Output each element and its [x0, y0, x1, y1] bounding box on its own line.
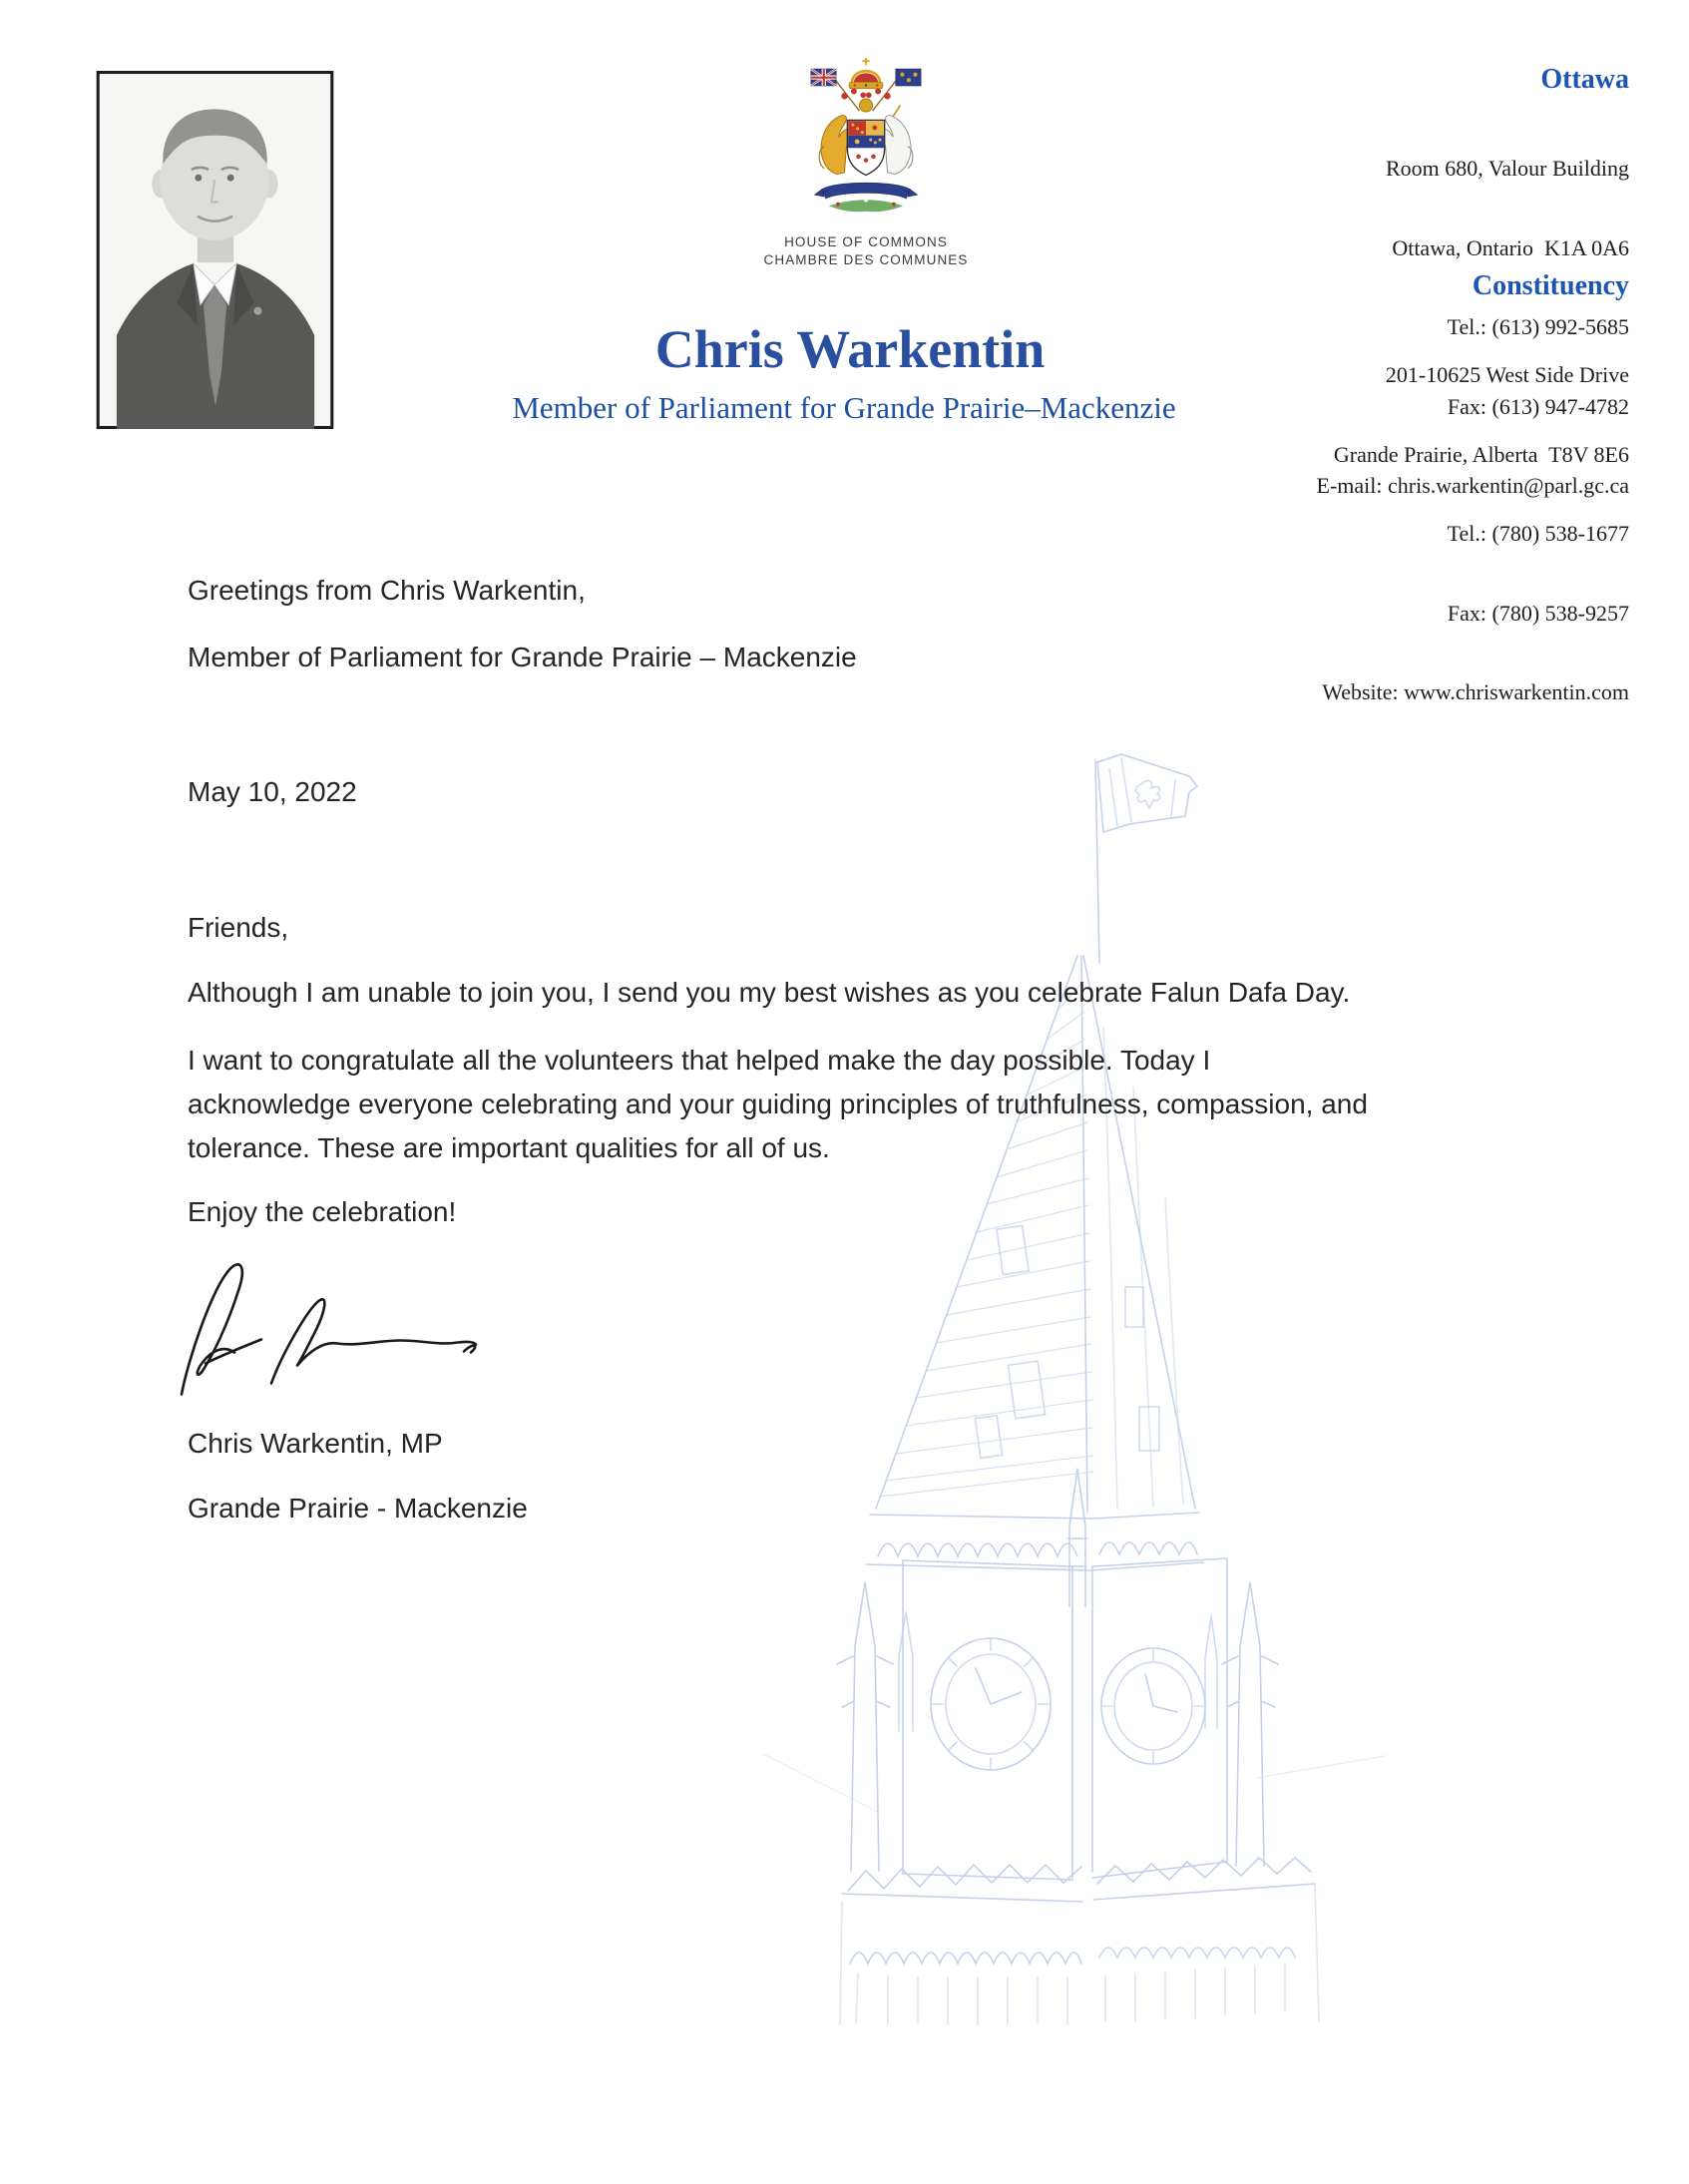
paragraph-line: I want to congratulate all the volunteers that helped make the day possible. Today I: [188, 1045, 1211, 1076]
peace-tower-watermark: [738, 728, 1397, 2025]
signoff-riding: Grande Prairie - Mackenzie: [188, 1493, 528, 1524]
constituency-phone-line: Tel.: (780) 538-1677: [1447, 521, 1629, 546]
letter-date: May 10, 2022: [188, 776, 357, 807]
crest-shield: [847, 120, 884, 175]
paragraph-line: tolerance. These are important qualities for all of us.: [188, 1132, 830, 1163]
paragraph-line: acknowledge everyone celebrating and your guiding principles of truthfulness, compassion, and: [188, 1089, 1368, 1119]
handwritten-signature: [168, 1249, 497, 1404]
coat-of-arms-crest: [796, 57, 936, 233]
salutation: Friends,: [188, 912, 289, 943]
constituency-office-block: [1322, 272, 1629, 759]
ottawa-office-title: Ottawa: [1540, 64, 1629, 95]
closing-line: Enjoy the celebration!: [188, 1196, 457, 1227]
signoff-name: Chris Warkentin, MP: [188, 1428, 443, 1459]
greeting-line: Member of Parliament for Grande Prairie – Mackenzie: [188, 642, 857, 672]
ottawa-address-line: Room 680, Valour Building: [1385, 156, 1629, 181]
greeting-line: Greetings from Chris Warkentin,: [188, 575, 586, 606]
mp-portrait-photo: [96, 71, 334, 429]
chambre-des-communes-label: CHAMBRE DES COMMUNES: [763, 252, 969, 267]
ottawa-email-line: E-mail: chris.warkentin@parl.gc.ca: [1316, 473, 1629, 498]
constituency-website-line: Website: www.chriswarkentin.com: [1322, 679, 1629, 704]
mp-subtitle: Member of Parliament for Grande Prairie–Mackenzie: [512, 390, 1176, 425]
crest-crown: [849, 58, 883, 89]
constituency-address-line: 201-10625 West Side Drive: [1385, 362, 1629, 387]
ottawa-address-line: Ottawa, Ontario K1A 0A6: [1392, 234, 1629, 260]
paragraph-line: Although I am unable to join you, I send you my best wishes as you celebrate Falun Dafa Day.: [188, 977, 1351, 1008]
constituency-address-line: Grande Prairie, Alberta T8V 8E6: [1333, 441, 1629, 467]
crest-motto-ribbon: [815, 183, 918, 199]
constituency-fax-line: Fax: (780) 538-9257: [1447, 600, 1629, 626]
mp-name: Chris Warkentin: [654, 319, 1046, 379]
constituency-office-title: Constituency: [1472, 270, 1629, 301]
house-of-commons-label: HOUSE OF COMMONS: [784, 234, 948, 249]
crest-garland: [841, 89, 890, 113]
ottawa-fax-line: Fax: (613) 947-4782: [1447, 393, 1629, 419]
crest-compartment: [829, 199, 904, 212]
ottawa-phone-line: Tel.: (613) 992-5685: [1447, 314, 1629, 339]
